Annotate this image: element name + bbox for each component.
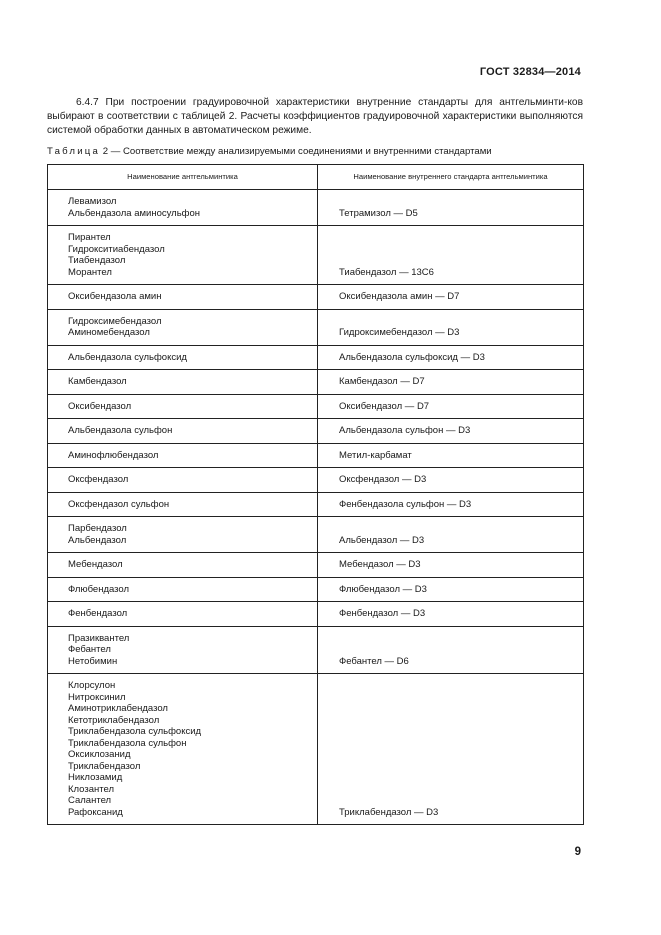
analyte-name: Гидроксимебендазол: [68, 315, 162, 327]
table-row: [48, 285, 584, 310]
analyte-cell: [48, 394, 318, 419]
analyte-name: Фебантел: [68, 644, 111, 655]
analyte-name: Парбендазол: [68, 523, 127, 534]
table-row: [48, 190, 584, 226]
internal-standard-name: Фенбендазола сульфон — D3: [339, 498, 472, 510]
internal-standard-cell: [318, 345, 584, 370]
column-header-analyte: Наименование антгельминтика: [48, 165, 318, 190]
analyte-name: Альбендазола сульфоксид: [68, 351, 187, 363]
analyte-cell: [48, 553, 318, 578]
internal-standard-name: Фенбендазол — D3: [339, 608, 426, 619]
analyte-cell: [48, 577, 318, 602]
table-row: [48, 626, 584, 674]
analyte-name: Левамизол: [68, 196, 117, 207]
analyte-name: Оксибендазол: [68, 400, 132, 412]
table-caption-prefix: Таблица: [47, 146, 101, 157]
analyte-name: Альбендазол: [68, 534, 127, 546]
internal-standard-name: Альбендазол — D3: [339, 534, 425, 546]
internal-standard-name: Камбендазол — D7: [339, 376, 425, 387]
analyte-name: Оксфендазол: [68, 474, 129, 485]
internal-standard-cell: [318, 370, 584, 395]
analyte-name: Оксибендазола амин: [68, 291, 162, 302]
table-row: [48, 370, 584, 395]
analyte-cell: [48, 674, 318, 825]
analyte-cell: [48, 309, 318, 345]
table-row: [48, 492, 584, 517]
analyte-cell: [48, 285, 318, 310]
analyte-cell: [48, 345, 318, 370]
analyte-cell: [48, 190, 318, 226]
analyte-name: Фенбендазол: [68, 608, 128, 619]
column-header-internal-standard: Наименование внутреннего стандарта антгельминтика: [318, 165, 584, 190]
analyte-cell: [48, 626, 318, 674]
internal-standard-name: Тиабендазол — 13С6: [339, 266, 434, 278]
analyte-name: Альбендазола аминосульфон: [68, 207, 200, 219]
analyte-cell: [48, 468, 318, 493]
internal-standard-name: Альбендазола сульфоксид — D3: [339, 351, 485, 363]
analyte-name: Празиквантел: [68, 632, 130, 644]
analyte-cell: [48, 443, 318, 468]
analyte-name: Оксфендазол сульфон: [68, 498, 170, 510]
analyte-name: Нетобимин: [68, 655, 118, 667]
analyte-cell: [48, 370, 318, 395]
internal-standard-cell: [318, 443, 584, 468]
analyte-cell: [48, 602, 318, 627]
internal-standard-cell: [318, 602, 584, 627]
paragraph-6-4-7: [47, 96, 583, 138]
analyte-name: Пирантел: [68, 232, 111, 243]
page-number: 9: [574, 846, 581, 858]
analyte-name: Никлозамид: [68, 772, 123, 783]
internal-standard-name: Тетрамизол — D5: [339, 207, 418, 219]
internal-standard-cell: [318, 226, 584, 285]
table-row: [48, 674, 584, 825]
analyte-name: Аминомебендазол: [68, 327, 150, 338]
analyte-name: Триклабендазол: [68, 760, 141, 772]
analyte-name: Клорсулон: [68, 680, 116, 691]
analyte-name: Гидрокситиабендазол: [68, 243, 165, 255]
table-row: [48, 443, 584, 468]
table-row: [48, 309, 584, 345]
internal-standard-cell: [318, 517, 584, 553]
internal-standard-name: Оксибендазол — D7: [339, 400, 430, 412]
internal-standard-cell: [318, 492, 584, 517]
internal-standard-name: Фебантел — D6: [339, 655, 409, 667]
internal-standard-name: Альбендазола сульфон — D3: [339, 425, 471, 436]
table-row: [48, 226, 584, 285]
analyte-name: Рафоксанид: [68, 806, 123, 818]
analyte-cell: [48, 492, 318, 517]
internal-standard-name: Мебендазол — D3: [339, 559, 421, 570]
internal-standard-cell: [318, 626, 584, 674]
analyte-name: Аминофлюбендазол: [68, 449, 159, 461]
table-row: [48, 602, 584, 627]
analyte-name: Салантел: [68, 795, 112, 806]
analyte-name: Флюбендазол: [68, 583, 130, 595]
internal-standard-name: Флюбендазол — D3: [339, 583, 427, 595]
table-caption-text: — Соответствие между анализируемыми соединениями и внутренними стандартами: [110, 146, 492, 157]
analyte-name: Нитроксинил: [68, 691, 126, 703]
analyte-cell: [48, 226, 318, 285]
table-row: [48, 345, 584, 370]
internal-standard-name: Оксфендазол — D3: [339, 474, 427, 485]
table-row: [48, 517, 584, 553]
paragraph-text: 6.4.7 При построении градуировочной характеристики внутренние стандарты для антгельминти-ков выбирают в соответствии с таблицей 2. Расчеты коэффициентов градуировочной характеристики выполняются системой обработки данных в автоматическом режиме.: [47, 97, 583, 136]
internal-standard-cell: [318, 577, 584, 602]
analyte-name: Оксиклозанид: [68, 749, 131, 760]
internal-standard-name: Метил-карбамат: [339, 449, 412, 461]
internal-standard-name: Гидроксимебендазол — D3: [339, 327, 460, 338]
internal-standard-cell: [318, 468, 584, 493]
analyte-name: Кетотриклабендазол: [68, 714, 160, 726]
table-caption: [47, 146, 587, 157]
table-row: [48, 468, 584, 493]
analyte-name: Аминотриклабендазол: [68, 703, 168, 714]
internal-standard-cell: [318, 190, 584, 226]
internal-standard-name: Триклабендазол — D3: [339, 806, 439, 818]
analyte-cell: [48, 419, 318, 444]
analyte-name: Клозантел: [68, 783, 115, 795]
internal-standard-cell: [318, 394, 584, 419]
internal-standard-cell: [318, 419, 584, 444]
analyte-name: Тиабендазол: [68, 255, 126, 266]
correspondence-table: [47, 164, 584, 825]
analyte-cell: [48, 517, 318, 553]
analyte-name: Альбендазола сульфон: [68, 425, 173, 436]
internal-standard-cell: [318, 285, 584, 310]
analyte-name: Мебендазол: [68, 559, 123, 570]
table-row: [48, 553, 584, 578]
table-row: [48, 394, 584, 419]
analyte-name: Камбендазол: [68, 376, 127, 387]
internal-standard-cell: [318, 553, 584, 578]
table-header-row: [48, 165, 584, 190]
table-caption-number: 2: [102, 146, 109, 157]
internal-standard-cell: [318, 674, 584, 825]
analyte-name: Морантел: [68, 266, 112, 278]
standard-number: ГОСТ 32834—2014: [479, 66, 581, 78]
table-row: [48, 419, 584, 444]
internal-standard-cell: [318, 309, 584, 345]
internal-standard-name: Оксибендазола амин — D7: [339, 291, 460, 302]
table-row: [48, 577, 584, 602]
analyte-name: Триклабендазола сульфон: [68, 737, 187, 749]
analyte-name: Триклабендазола сульфоксид: [68, 726, 202, 737]
